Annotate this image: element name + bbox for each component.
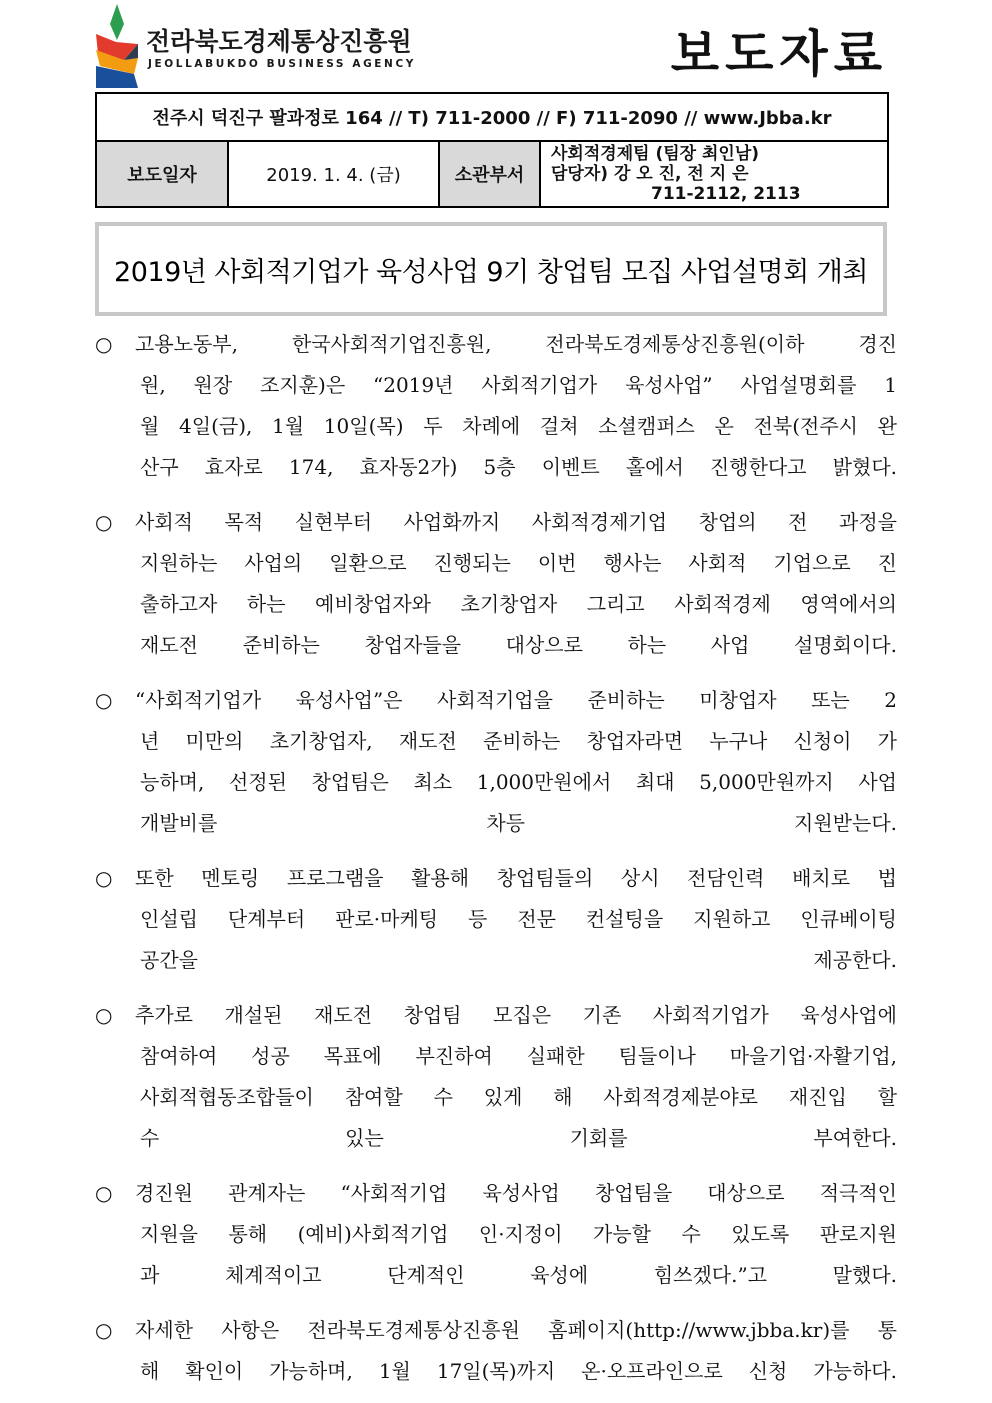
paragraph-line: 지원하는 사업의 일환으로 진행되는 이번 행사는 사회적 기업으로 진 xyxy=(140,551,897,575)
paragraph-line: 경진원 관계자는 “사회적기업 육성사업 창업팀을 대상으로 적극적인 xyxy=(135,1181,897,1205)
paragraph-line: 월 4일(금), 1월 10일(목) 두 차례에 걸쳐 소셜캠퍼스 온 전북(전주시 완 xyxy=(140,414,897,438)
paragraph-line: 참여하여 성공 목표에 부진하여 실패한 팀들이나 마을기업·자활기업, xyxy=(140,1044,897,1068)
bullet-circle-icon: ○ xyxy=(95,1318,113,1342)
paragraph-line: 사회적협동조합들이 참여할 수 있게 해 사회적경제분야로 재진입 할 xyxy=(140,1085,897,1109)
paragraph-line: 개발비를 차등 지원받는다. xyxy=(140,811,897,835)
agency-logo-icon xyxy=(94,4,140,88)
bullet-circle-icon: ○ xyxy=(95,866,113,890)
press-info-table xyxy=(95,92,889,208)
paragraph-line: 추가로 개설된 재도전 창업팀 모집은 기존 사회적기업가 육성사업에 xyxy=(135,1003,897,1027)
contact-info: 전주시 덕진구 팔과정로 164 // T) 711-2000 // F) 711-2090 // www.Jbba.kr xyxy=(96,93,888,141)
paragraph-line: 출하고자 하는 예비창업자와 초기창업자 그리고 사회적경제 영역에서의 xyxy=(140,592,897,616)
paragraph-line: “사회적기업가 육성사업”은 사회적기업을 준비하는 미창업자 또는 2 xyxy=(135,688,897,712)
paragraph-line: 사회적 목적 실현부터 사업화까지 사회적경제기업 창업의 전 과정을 xyxy=(135,510,897,534)
paragraph-text xyxy=(135,995,897,1159)
bullet-circle-icon: ○ xyxy=(95,332,113,356)
paragraph-text xyxy=(135,680,897,844)
paragraph-line: 수 있는 기회를 부여한다. xyxy=(140,1126,897,1150)
org-name-english: JEOLLABUKDO BUSINESS AGENCY xyxy=(148,58,416,70)
paragraph-line: 재도전 준비하는 창업자들을 대상으로 하는 사업 설명회이다. xyxy=(140,633,897,657)
body-paragraph xyxy=(95,1173,897,1296)
department-staff: 담당자) 강 오 진, 전 지 은 xyxy=(551,164,749,184)
paragraph-line: 산구 효자로 174, 효자동2가) 5층 이벤트 홀에서 진행한다고 밝혔다. xyxy=(140,455,897,479)
body-paragraph xyxy=(95,680,897,844)
paragraph-line: 자세한 사항은 전라북도경제통상진흥원 홈페이지(http://www.jbba.kr)를 통 xyxy=(135,1318,897,1342)
paragraph-line: 또한 멘토링 프로그램을 활용해 창업팀들의 상시 전담인력 배치로 법 xyxy=(135,866,897,890)
agency-logo xyxy=(94,4,416,88)
body-paragraph xyxy=(95,858,897,981)
press-body xyxy=(95,324,897,1392)
paragraph-line: 고용노동부, 한국사회적기업진흥원, 전라북도경제통상진흥원(이하 경진 xyxy=(135,332,897,356)
department-team: 사회적경제팀 (팀장 최인남) xyxy=(551,144,760,164)
body-paragraph xyxy=(95,324,897,488)
org-name: 전라북도경제통상진흥원 xyxy=(146,27,412,56)
bullet-circle-icon: ○ xyxy=(95,688,113,712)
paragraph-line: 해 확인이 가능하며, 1월 17일(목)까지 온·오프라인으로 신청 가능하다. xyxy=(140,1359,897,1383)
paragraph-text xyxy=(135,1310,897,1392)
bullet-circle-icon: ○ xyxy=(95,510,113,534)
paragraph-line: 공간을 제공한다. xyxy=(140,948,897,972)
bullet-circle-icon: ○ xyxy=(95,1181,113,1205)
paragraph-text xyxy=(135,1173,897,1296)
paragraph-line: 원, 원장 조지훈)은 “2019년 사회적기업가 육성사업” 사업설명회를 1 xyxy=(140,373,897,397)
headline-box xyxy=(95,222,887,316)
document-type-title: 보도자료 xyxy=(670,25,888,83)
release-date-value: 2019. 1. 4. (금) xyxy=(228,141,439,207)
headline: 2019년 사회적기업가 육성사업 9기 창업팀 모집 사업설명회 개최 xyxy=(114,256,868,288)
paragraph-text xyxy=(135,502,897,666)
department-info xyxy=(540,141,888,207)
body-paragraph xyxy=(95,995,897,1159)
paragraph-line: 과 체계적이고 단계적인 육성에 힘쓰겠다.”고 말했다. xyxy=(140,1263,897,1287)
paragraph-text xyxy=(135,324,897,488)
department-phone: 711-2112, 2113 xyxy=(651,184,801,204)
department-label: 소관부서 xyxy=(439,141,540,207)
bullet-circle-icon: ○ xyxy=(95,1003,113,1027)
paragraph-line: 년 미만의 초기창업자, 재도전 준비하는 창업자라면 누구나 신청이 가 xyxy=(140,729,897,753)
release-date-label: 보도일자 xyxy=(96,141,228,207)
body-paragraph xyxy=(95,502,897,666)
paragraph-line: 인설립 단계부터 판로·마케팅 등 전문 컨설팅을 지원하고 인큐베이팅 xyxy=(140,907,897,931)
body-paragraph xyxy=(95,1310,897,1392)
paragraph-text xyxy=(135,858,897,981)
paragraph-line: 지원을 통해 (예비)사회적기업 인·지정이 가능할 수 있도록 판로지원 xyxy=(140,1222,897,1246)
paragraph-line: 능하며, 선정된 창업팀은 최소 1,000만원에서 최대 5,000만원까지 사업 xyxy=(140,770,897,794)
page-header xyxy=(0,0,992,92)
